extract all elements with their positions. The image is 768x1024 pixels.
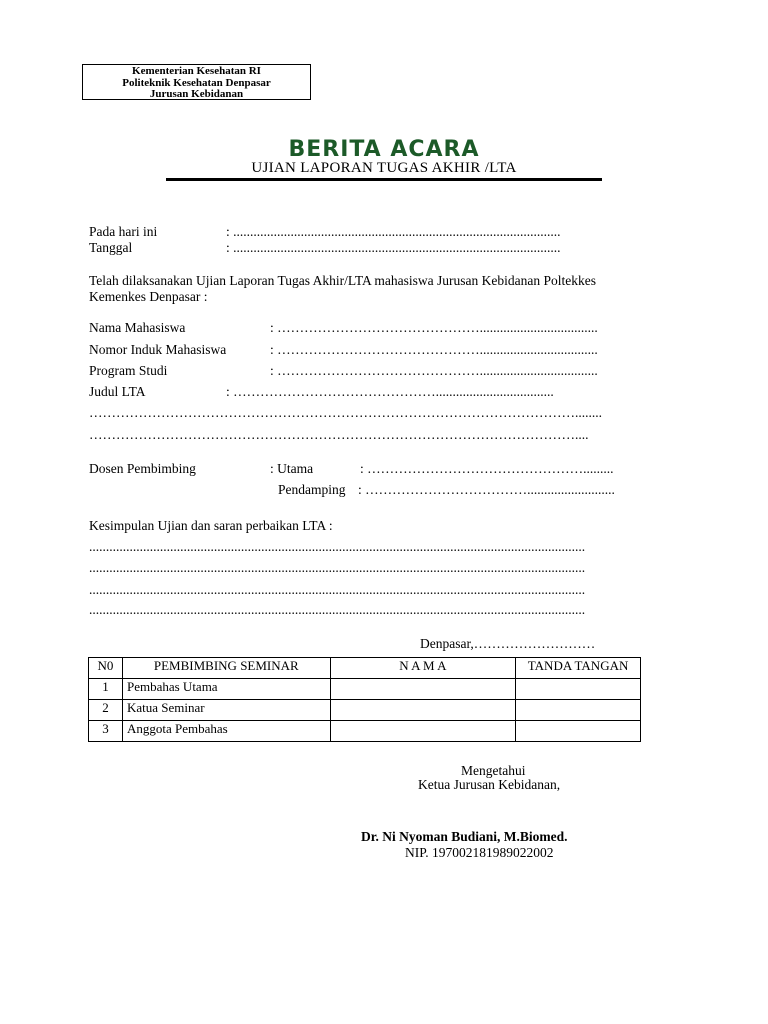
date-label: Tanggal [89,240,133,255]
document-subtitle: UJIAN LAPORAN TUGAS AKHIR /LTA [251,160,517,176]
conclusion-label: Kesimpulan Ujian dan saran perbaikan LTA : [89,518,333,533]
row-signature-cell[interactable] [516,700,641,721]
row-signature-cell[interactable] [516,679,641,700]
program-field[interactable]: : ………………………………………................................... [270,363,598,378]
intro-line-1: Telah dilaksanakan Ujian Laporan Tugas Akhir/LTA mahasiswa Jurusan Kebidanan Poltekkes [89,273,597,288]
student-nim-field[interactable]: : ………………………………………................................... [270,342,598,357]
thesis-title-continuation-2[interactable]: ……………………………………………………………………………………………….... [89,427,589,442]
institution-line-ministry: Kementerian Kesehatan RI [132,65,261,77]
row-number: 2 [89,700,123,721]
table-row [89,721,641,742]
conclusion-line[interactable]: ................................................................................................................................................... [89,582,586,597]
institution-line-poltekkes: Politeknik Kesehatan Denpasar [122,76,271,89]
table-row [89,679,641,700]
head-of-department-label: Ketua Jurusan Kebidanan, [418,777,561,792]
row-role: Anggota Pembahas [122,721,330,742]
row-name-cell[interactable] [330,679,516,700]
conclusion-line[interactable]: ................................................................................................................................................... [89,602,586,617]
date-field[interactable]: : ................................................................................................. [226,240,561,255]
supervisor-second-field[interactable]: : ……………………………….......................... [358,482,615,497]
table-header-row [89,658,641,679]
program-label: Program Studi [89,363,168,378]
student-name-field[interactable]: : ………………………………………................................... [270,320,598,335]
student-name-label: Nama Mahasiswa [89,320,186,335]
column-header-no: N0 [89,658,123,679]
examiner-signature-table [88,657,641,742]
column-header-role: PEMBIMBING SEMINAR [122,658,330,679]
title-underline [166,178,602,181]
supervisor-main-field[interactable]: : …………………………………………......... [360,461,614,476]
intro-line-2: Kemenkes Denpasar : [89,289,208,304]
row-name-cell[interactable] [330,700,516,721]
signer-nip: NIP. 197002181989022002 [405,845,554,860]
thesis-title-continuation-1[interactable]: ………………………………………………………………………………………………........ [89,405,602,420]
thesis-title-field[interactable]: : ………………………………………................................... [226,384,554,399]
day-field[interactable]: : ................................................................................................. [226,224,561,239]
document-title: BERITA ACARA [288,137,480,162]
supervisor-label: Dosen Pembimbing [89,461,196,476]
column-header-name: N A M A [330,658,516,679]
place-date-field[interactable]: Denpasar,……………………… [420,636,596,651]
acknowledged-label: Mengetahui [461,763,526,778]
student-nim-label: Nomor Induk Mahasiswa [89,342,227,357]
row-role: Pembahas Utama [122,679,330,700]
conclusion-line[interactable]: ................................................................................................................................................... [89,539,586,554]
row-role: Katua Seminar [122,700,330,721]
thesis-title-label: Judul LTA [89,384,146,399]
row-name-cell[interactable] [330,721,516,742]
row-number: 3 [89,721,123,742]
conclusion-line[interactable]: ................................................................................................................................................... [89,560,586,575]
supervisor-main-label: : Utama [270,461,314,476]
signer-name: Dr. Ni Nyoman Budiani, M.Biomed. [361,829,568,844]
day-label: Pada hari ini [89,224,158,239]
table-row [89,700,641,721]
column-header-signature: TANDA TANGAN [516,658,641,679]
row-number: 1 [89,679,123,700]
institution-box [82,64,311,100]
institution-line-department: Jurusan Kebidanan [149,88,244,100]
row-signature-cell[interactable] [516,721,641,742]
supervisor-second-label: Pendamping [278,482,346,497]
